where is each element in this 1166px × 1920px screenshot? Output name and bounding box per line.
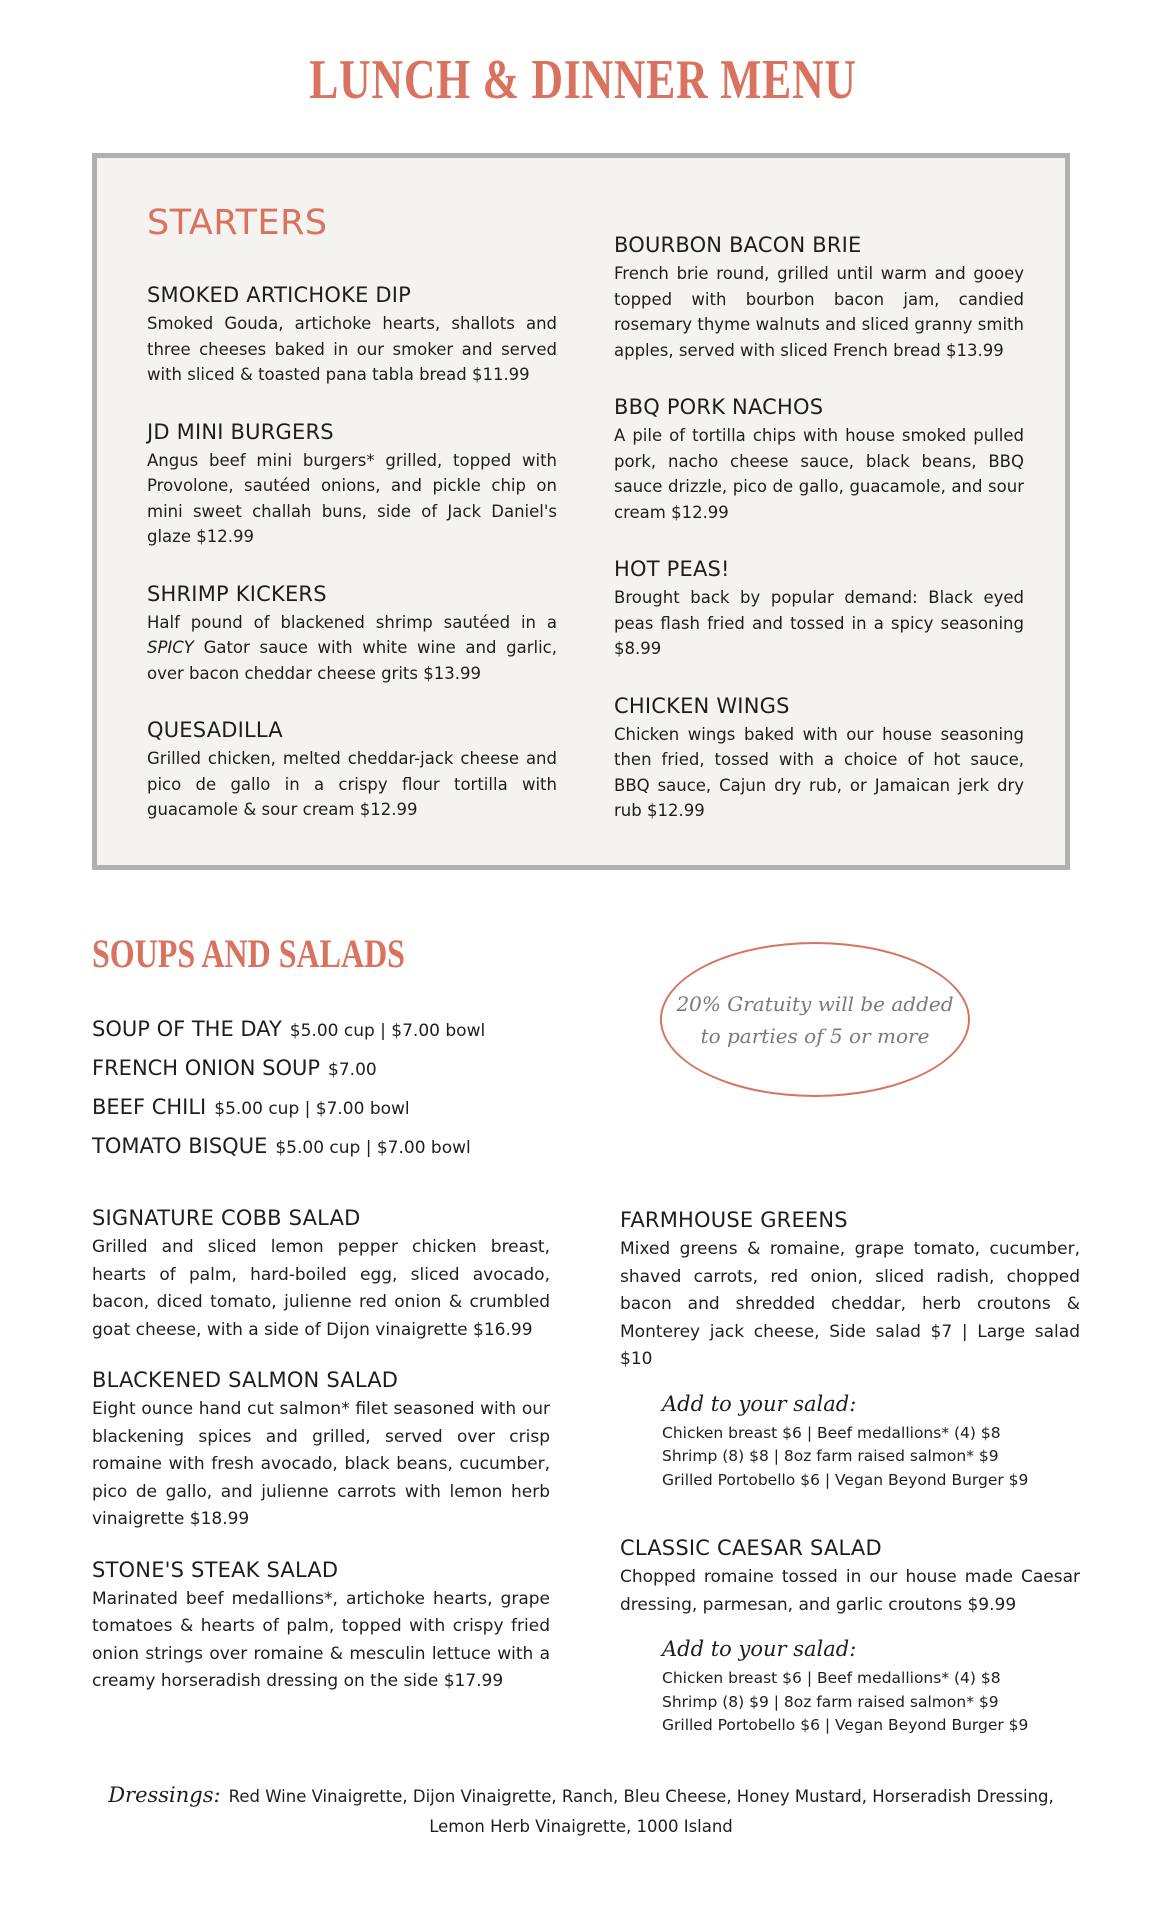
soup-list xyxy=(92,1010,485,1166)
addon-line: Grilled Portobello $6 | Vegan Beyond Burger $9 xyxy=(662,1470,1029,1489)
desc-text: Gator sauce with white wine and garlic, over bacon cheddar cheese grits $13.99 xyxy=(147,638,557,683)
soups-salads-heading: SOUPS AND SALADS xyxy=(92,931,405,976)
menu-item xyxy=(147,718,557,823)
item-description: French brie round, grilled until warm and gooey topped with bourbon bacon jam, candied rosemary thyme walnuts and sliced granny smith apples, served with sliced French bread $13.99 xyxy=(614,264,1024,360)
item-name: BBQ PORK NACHOS xyxy=(614,395,824,419)
soup-name: FRENCH ONION SOUP xyxy=(92,1056,321,1080)
item-description: Grilled and sliced lemon pepper chicken breast, hearts of palm, hard-boiled egg, sliced avocado, bacon, diced tomato, julienne red onion & crumbled goat cheese, with a side of Dijon vinaigrette $16.99 xyxy=(92,1237,550,1340)
item-description xyxy=(147,610,557,687)
soup-price: $5.00 cup | $7.00 bowl xyxy=(275,1138,471,1158)
item-name: SHRIMP KICKERS xyxy=(147,581,327,606)
item-name: CLASSIC CAESAR SALAD xyxy=(620,1536,882,1560)
gratuity-text xyxy=(676,988,953,1052)
spicy-emphasis: SPICY xyxy=(147,638,194,657)
soup-item xyxy=(92,1088,485,1127)
item-name: BOURBON BACON BRIE xyxy=(614,233,862,257)
item-description: Chopped romaine tossed in our house made Caesar dressing, parmesan, and garlic croutons $9.99 xyxy=(620,1567,1080,1615)
soup-price: $5.00 cup | $7.00 bowl xyxy=(289,1021,486,1041)
salad-addons xyxy=(662,1392,1080,1493)
soup-name: SOUP OF THE DAY xyxy=(92,1017,282,1041)
menu-item xyxy=(614,694,1024,824)
starters-heading: STARTERS xyxy=(147,203,328,243)
soup-price: $7.00 xyxy=(328,1060,377,1080)
gratuity-line: to parties of 5 or more xyxy=(700,1023,930,1048)
soup-name: TOMATO BISQUE xyxy=(92,1134,268,1158)
item-description: Angus beef mini burgers* grilled, topped with Provolone, sautéed onions, and pickle chip on mini sweet challah buns, side of Jack Daniel's glaze $12.99 xyxy=(147,450,557,546)
menu-item xyxy=(620,1208,1080,1492)
addon-line: Chicken breast $6 | Beef medallions* (4) $8 xyxy=(662,1423,1001,1442)
item-name: BLACKENED SALMON SALAD xyxy=(92,1368,399,1392)
desc-text: Half pound of blackened shrimp sautéed in a xyxy=(147,612,557,632)
menu-item xyxy=(92,1558,550,1696)
item-name: FARMHOUSE GREENS xyxy=(620,1208,848,1232)
starters-left-column xyxy=(147,203,557,855)
menu-item xyxy=(147,582,557,687)
soup-item xyxy=(92,1049,485,1088)
item-description: A pile of tortilla chips with house smoked pulled pork, nacho cheese sauce, black beans, BBQ sauce drizzle, pico de gallo, guacamole, and sour cream $12.99 xyxy=(614,426,1024,522)
item-name: JD MINI BURGERS xyxy=(147,419,334,444)
menu-item xyxy=(92,1206,550,1344)
dressings-footer xyxy=(92,1780,1070,1842)
addon-line: Shrimp (8) $9 | 8oz farm raised salmon* $9 xyxy=(662,1692,999,1711)
item-name: HOT PEAS! xyxy=(614,557,730,581)
item-name: STONE'S STEAK SALAD xyxy=(92,1557,339,1582)
item-description: Eight ounce hand cut salmon* filet seasoned with our blackening spices and grilled, served over crisp romaine with fresh avocado, black beans, cucumber, pico de gallo, and julienne carrots with lemon herb vinaigrette $18.99 xyxy=(92,1399,550,1529)
item-name: CHICKEN WINGS xyxy=(614,693,790,718)
soup-item xyxy=(92,1127,485,1166)
item-description: Smoked Gouda, artichoke hearts, shallots and three cheeses baked in our smoker and served with sliced & toasted pana tabla bread $11.99 xyxy=(147,314,557,384)
dressings-label: Dressings: xyxy=(108,1783,221,1807)
dressings-list: Red Wine Vinaigrette, Dijon Vinaigrette, Ranch, Bleu Cheese, Honey Mustard, Horseradish Dressing, xyxy=(228,1787,1054,1806)
menu-item xyxy=(614,557,1024,662)
item-description: Grilled chicken, melted cheddar-jack cheese and pico de gallo in a crispy flour tortilla with guacamole & sour cream $12.99 xyxy=(147,749,557,819)
salads-right-column xyxy=(620,1208,1080,1738)
item-name: SIGNATURE COBB SALAD xyxy=(92,1206,361,1230)
starters-right-column xyxy=(614,233,1024,856)
item-description: Chicken wings baked with our house seasoning then fried, tossed with a choice of hot sauce, BBQ sauce, Cajun dry rub, or Jamaican jerk dry rub $12.99 xyxy=(614,724,1024,820)
item-name: SMOKED ARTICHOKE DIP xyxy=(147,283,412,307)
starters-panel xyxy=(92,153,1070,870)
addon-line: Chicken breast $6 | Beef medallions* (4) $8 xyxy=(662,1669,1001,1687)
item-description: Brought back by popular demand: Black eyed peas flash fried and tossed in a spicy seasoning $8.99 xyxy=(614,588,1024,658)
soup-name: BEEF CHILI xyxy=(92,1095,207,1119)
salads-left-column xyxy=(92,1206,550,1720)
soup-price: $5.00 cup | $7.00 bowl xyxy=(214,1099,410,1119)
menu-item xyxy=(147,283,557,388)
gratuity-line: 20% Gratuity will be added xyxy=(676,991,954,1016)
salad-addons xyxy=(662,1637,1080,1738)
menu-item xyxy=(92,1368,550,1534)
menu-item xyxy=(614,395,1024,525)
gratuity-notice xyxy=(660,942,970,1097)
dressings-line xyxy=(92,1780,1070,1812)
addon-line: Grilled Portobello $6 | Vegan Beyond Burger $9 xyxy=(662,1716,1029,1734)
addons-title: Add to your salad: xyxy=(662,1637,857,1661)
menu-item xyxy=(620,1536,1080,1738)
soup-item xyxy=(92,1010,485,1049)
menu-item xyxy=(147,420,557,550)
dressings-line: Lemon Herb Vinaigrette, 1000 Island xyxy=(429,1817,733,1836)
item-description: Marinated beef medallions*, artichoke hearts, grape tomatoes & hearts of palm, topped with crispy fried onion strings over romaine & mesculin lettuce with a creamy horseradish dressing on the side $17.99 xyxy=(92,1588,550,1691)
addon-line: Shrimp (8) $8 | 8oz farm raised salmon* $9 xyxy=(662,1447,999,1465)
item-description: Mixed greens & romaine, grape tomato, cucumber, shaved carrots, red onion, sliced radish, chopped bacon and shredded cheddar, herb croutons & Monterey jack cheese, Side salad $7 | Large salad $10 xyxy=(620,1239,1080,1369)
addons-title: Add to your salad: xyxy=(662,1391,857,1416)
item-name: QUESADILLA xyxy=(147,718,283,742)
menu-item xyxy=(614,233,1024,363)
page-title: LUNCH & DINNER MENU xyxy=(309,49,857,111)
